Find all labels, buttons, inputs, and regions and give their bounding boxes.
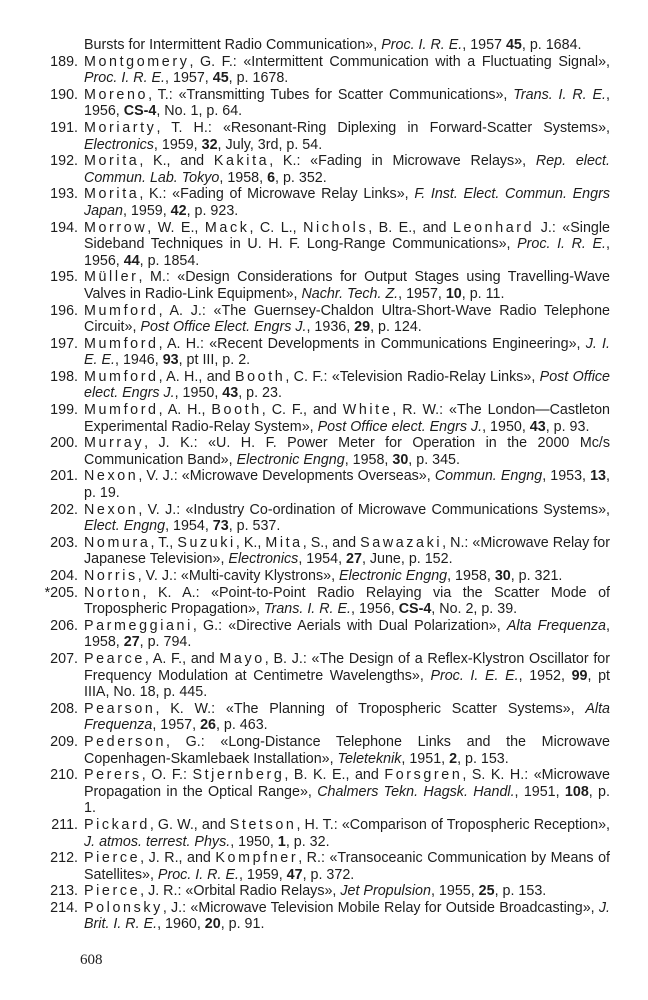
volume-number: 108: [564, 783, 589, 800]
author-name: Moreno: [84, 86, 149, 103]
journal-title: Trans. I. R. E.: [263, 601, 352, 618]
reference-text: [84, 87, 610, 120]
citation-text: , G. F.: «Intermittent Communication with a Fluctuating Signal»,: [189, 53, 610, 70]
citation-text: , K., and: [139, 153, 214, 170]
citation-text: , 1959,: [238, 866, 287, 883]
volume-number: 47: [286, 866, 303, 883]
citation-text: , 1951,: [401, 750, 450, 767]
reference-entry: [32, 568, 610, 585]
citation-text: , p. 153.: [457, 750, 509, 767]
reference-entry: [32, 535, 610, 568]
citation-text: , p. 923.: [186, 202, 239, 219]
volume-number: 43: [529, 418, 546, 435]
volume-number: 45: [505, 37, 522, 53]
reference-entry: [32, 585, 610, 618]
reference-text: [84, 269, 610, 302]
reference-text: [84, 585, 610, 618]
reference-entry: [32, 817, 610, 850]
journal-title: Jet Propulsion: [340, 883, 431, 900]
citation-text: , J.: «Microwave Television Mobile Relay for Outside Broadcasting»,: [162, 899, 599, 916]
citation-text: , G. W., and: [149, 816, 230, 833]
volume-number: 27: [346, 551, 362, 568]
author-name: Polonsky: [84, 899, 163, 916]
citation-text: , p. 19.: [84, 468, 610, 502]
citation-text: , 1950,: [482, 418, 530, 435]
reference-entry: [32, 468, 610, 501]
author-name: Mumford: [84, 335, 159, 352]
citation-text: , No. 1, p. 64.: [156, 103, 243, 120]
citation-text: , 1957,: [398, 285, 446, 302]
reference-entry: [32, 120, 610, 153]
reference-text: [84, 900, 610, 933]
citation-text: , B. J.: «The Design of a Reflex-Klystron Oscillator for Frequency Modulation at Centimetre Wavelengths»,: [84, 650, 610, 684]
volume-number: 30: [494, 568, 511, 584]
reference-entry: [32, 369, 610, 402]
reference-text: [84, 153, 610, 186]
author-name: Mayo: [219, 650, 265, 667]
journal-title: F. Inst. Elect. Commun. Engrs Japan: [84, 186, 610, 219]
reference-number: 208.: [50, 700, 78, 717]
reference-number: 193.: [50, 186, 78, 203]
reference-text: [84, 850, 610, 883]
volume-number: 10: [445, 285, 462, 302]
citation-text: , A. H.,: [158, 402, 212, 419]
reference-text: [84, 54, 610, 87]
reference-number: 198.: [50, 368, 78, 385]
citation-text: , 1950,: [230, 833, 278, 850]
citation-text: , No. 2, p. 39.: [431, 601, 518, 618]
reference-entry: [32, 220, 610, 270]
citation-text: , A. F., and: [144, 650, 220, 667]
citation-text: , M.: «Design Considerations for Output Stages using Travelling-Wave Valves in Radio-Link Equipment»,: [84, 269, 610, 302]
citation-text: , p. 463.: [215, 717, 268, 734]
volume-number: 43: [222, 385, 239, 402]
reference-entry: [32, 336, 610, 369]
reference-number: 194.: [50, 219, 78, 236]
author-name: Leonhard: [452, 219, 535, 236]
reference-number: 203.: [50, 534, 78, 551]
citation-text: , J. K.: «U. H. F. Power Meter for Operation in the 2000 Mc/s Communication Band»,: [84, 435, 610, 468]
citation-text: , J. R., and: [140, 850, 216, 867]
author-name: White: [342, 402, 393, 419]
journal-title: J. atmos. terrest. Phys.: [84, 833, 231, 850]
volume-number: 32: [201, 136, 218, 153]
citation-text: , A. J.: «The Guernsey-Chaldon Ultra-Short-Wave Radio Telephone Circuit»,: [84, 302, 610, 336]
citation-text: , 1957: [462, 37, 506, 53]
reference-number: 210.: [50, 767, 78, 784]
reference-entry: [32, 186, 610, 219]
citation-text: , 1954,: [165, 518, 213, 535]
volume-number: 30: [392, 451, 409, 468]
volume-number: CS-4: [123, 103, 157, 120]
journal-title: Post Office elect. Engrs J.: [84, 368, 611, 402]
journal-title: Teleteknik: [337, 750, 402, 767]
volume-number: 26: [200, 717, 216, 734]
citation-text: , p. 11.: [461, 285, 505, 302]
reference-number: 211.: [51, 816, 78, 833]
citation-text: , p. 345.: [408, 451, 460, 468]
author-name: Nichols: [303, 219, 369, 236]
reference-text: [84, 220, 610, 270]
citation-text: , R.: «Transoceanic Communication by Means of Satellites»,: [84, 850, 610, 883]
citation-text: , C. F.: «Television Radio-Relay Links»,: [285, 368, 540, 385]
citation-text: , pt IIIA, No. 18, p. 445.: [84, 667, 611, 701]
citation-text: , V. J.: «Industry Co-ordination of Microwave Communications Systems»,: [138, 501, 610, 518]
citation-text: , K.,: [235, 534, 266, 551]
citation-text: , 1958,: [219, 169, 268, 186]
journal-title: Post Office elect. Engrs J.: [317, 418, 483, 435]
volume-number: 42: [170, 202, 187, 219]
volume-number: 2: [449, 750, 458, 767]
author-name: Parmeggiani: [84, 617, 193, 634]
citation-text: , p. 1.: [84, 783, 610, 817]
citation-text: , p. 1684.: [521, 37, 582, 53]
citation-text: , p. 1854.: [139, 252, 200, 269]
author-name: Nexon: [84, 501, 139, 518]
reference-entry: [32, 850, 610, 883]
citation-text: , 1957,: [165, 70, 213, 87]
citation-text: , 1946,: [115, 352, 163, 369]
journal-title: Proc. I. R. E.: [84, 70, 166, 87]
reference-number: 206.: [50, 617, 78, 634]
citation-text: , 1956,: [351, 601, 399, 618]
volume-number: 13: [590, 468, 607, 485]
citation-text: , 1958,: [447, 568, 495, 584]
reference-list: [32, 37, 610, 933]
reference-number: *205.: [44, 584, 78, 601]
reference-entry: [32, 618, 610, 651]
citation-text: , p. 537.: [228, 518, 281, 535]
author-name: Booth: [211, 402, 262, 419]
volume-number: 73: [212, 518, 229, 535]
reference-number: 202.: [50, 501, 78, 518]
citation-text: , A. H., and: [158, 368, 235, 385]
journal-title: Proc. I. R. E.: [517, 236, 607, 253]
citation-text: , T.,: [150, 534, 178, 551]
journal-title: Alta Frequenza: [84, 700, 610, 734]
volume-number: CS-4: [398, 601, 432, 618]
citation-text: , 1954,: [298, 551, 347, 568]
journal-title: Electronic Engng: [236, 451, 345, 468]
citation-text: , p. 124.: [370, 319, 422, 336]
author-name: Kompfner: [215, 850, 299, 867]
reference-text: [84, 37, 610, 54]
citation-text: , 1956,: [84, 236, 610, 269]
author-name: Sawazaki: [360, 534, 443, 551]
author-name: Morita: [84, 186, 140, 203]
volume-number: 27: [123, 634, 140, 651]
volume-number: 25: [478, 883, 495, 900]
journal-title: J. I. E. E.: [84, 335, 610, 369]
author-name: Suzuki: [177, 534, 236, 551]
reference-text: [84, 435, 610, 468]
citation-text: , p. 794.: [139, 634, 192, 651]
reference-entry: [32, 87, 610, 120]
citation-text: , June, p. 152.: [361, 551, 453, 568]
volume-number: 99: [571, 667, 588, 684]
reference-number: 214.: [50, 899, 78, 916]
citation-text: , 1955,: [430, 883, 479, 900]
journal-title: Chalmers Tekn. Hagsk. Handl.: [317, 783, 515, 800]
citation-text: for Intermittent Radio Communication»,: [124, 37, 382, 53]
citation-text: , p. 91.: [220, 916, 265, 933]
journal-title: Electronic Engng: [339, 568, 448, 584]
author-name: Pearson: [84, 700, 156, 717]
volume-number: 93: [162, 352, 179, 369]
citation-text: , G.: «Directive Aerials with Dual Polarization»,: [192, 617, 507, 634]
author-name: Nexon: [84, 468, 139, 485]
author-name: Morita: [84, 153, 140, 170]
reference-number: 189.: [50, 53, 78, 70]
citation-text: , H. T.: «Comparison of Tropospheric Reception»,: [296, 816, 610, 833]
citation-text: , p. 321.: [510, 568, 563, 584]
reference-number: 197.: [50, 335, 78, 352]
citation-text: J.: «Single Sideband Techniques in U. H. F. Long-Range Communications»,: [84, 219, 610, 253]
journal-title: Post Office Elect. Engrs J.: [140, 319, 307, 336]
citation-text: , V. J.: «Multi-cavity Klystrons»,: [137, 568, 340, 584]
citation-text: , J. R.: «Orbital Radio Relays»,: [140, 883, 341, 900]
citation-text: , p. 93.: [545, 418, 590, 435]
reference-entry: [32, 767, 610, 817]
author-name: Stjernberg: [192, 767, 285, 784]
citation-text: , p. 1678.: [228, 70, 289, 87]
reference-number: 212.: [50, 850, 78, 867]
page-number: 608: [80, 952, 103, 968]
author-name: Pickard: [84, 816, 150, 833]
citation-text: , 1959,: [153, 136, 202, 153]
reference-text: [84, 336, 610, 369]
reference-entry: [32, 269, 610, 302]
reference-number: 201.: [50, 468, 78, 485]
reference-entry: [32, 54, 610, 87]
journal-title: Electronics: [228, 551, 299, 568]
reference-text: [84, 701, 610, 734]
citation-text: , 1960,: [157, 916, 205, 933]
reference-number: 209.: [50, 733, 78, 750]
reference-entry: [32, 651, 610, 701]
citation-text: , 1953,: [542, 468, 591, 485]
reference-text: [84, 369, 610, 402]
author-name: Murray: [84, 435, 145, 452]
citation-text: , p. 23.: [238, 385, 282, 402]
author-name: Pederson: [84, 733, 167, 750]
reference-text: [84, 502, 610, 535]
reference-text: [84, 535, 610, 568]
volume-number: 1: [277, 833, 286, 850]
citation-text: , 1951,: [514, 783, 565, 800]
citation-text: , 1936,: [306, 319, 355, 336]
citation-text: , K.: «Fading in Microwave Relays»,: [269, 153, 536, 170]
reference-text: [84, 734, 610, 767]
author-name: Mumford: [84, 368, 159, 385]
reference-entry: [32, 402, 610, 435]
citation-text: , S. K. H.: «Microwave Propagation in the Optical Range»,: [84, 767, 610, 800]
citation-text: , July, 3rd, p. 54.: [217, 136, 323, 153]
citation-text: , 1958,: [84, 617, 610, 651]
reference-text: [84, 120, 610, 153]
volume-number: 29: [354, 319, 371, 336]
reference-entry: [32, 701, 610, 734]
journal-title: Commun. Engng: [434, 468, 543, 485]
author-name: Forsgren: [384, 767, 463, 784]
citation-text: , T. H.: «Resonant-Ring Diplexing in Forward-Scatter Systems»,: [156, 119, 610, 136]
citation-text: , A. H.: «Recent Developments in Communications Engineering»,: [158, 335, 586, 352]
author-name: Norton: [84, 584, 143, 601]
author-name: Pierce: [84, 883, 141, 900]
reference-entry: [32, 883, 610, 900]
citation-text: , C. F., and: [261, 402, 343, 419]
reference-text: [84, 618, 610, 651]
reference-entry: [32, 303, 610, 336]
reference-text: [84, 402, 610, 435]
author-name: Mack: [204, 219, 250, 236]
reference-number: 190.: [50, 86, 78, 103]
author-name: Pierce: [84, 850, 141, 867]
author-name: Kakita: [213, 153, 270, 170]
citation-text: , 1959,: [122, 202, 171, 219]
citation-text: , N.: «Microwave Relay for Japanese Television»,: [84, 534, 610, 568]
reference-text: [84, 883, 610, 900]
journal-title: Rep. elect. Commun. Lab. Tokyo: [84, 153, 610, 186]
reference-number: 204.: [50, 568, 78, 584]
author-name: Montgomery: [84, 53, 190, 70]
citation-text: , p. 372.: [302, 866, 355, 883]
author-name: Pearce: [84, 650, 145, 667]
citation-text: , p. 32.: [285, 833, 330, 850]
reference-text: [84, 468, 610, 501]
reference-entry: [32, 37, 610, 54]
author-name: Stetson: [229, 816, 297, 833]
reference-entry: [32, 435, 610, 468]
author-name: Nomura: [84, 534, 151, 551]
reference-text: [84, 186, 610, 219]
citation-text: , O. F.:: [141, 767, 193, 784]
author-name: Mumford: [84, 302, 159, 319]
reference-number: 191.: [50, 119, 78, 136]
citation-text: , G.: «Long-Distance Telephone Links and the Microwave Copenhagen-Skamlebaek Installation»,: [84, 733, 610, 767]
reference-number: 213.: [50, 883, 78, 900]
reference-text: [84, 568, 610, 585]
reference-entry: [32, 502, 610, 535]
citation-text: , p. 352.: [275, 169, 327, 186]
author-name: Perers: [84, 767, 142, 784]
journal-title: Alta Frequenza: [506, 617, 607, 634]
author-name: Mita: [265, 534, 303, 551]
reference-text: [84, 817, 610, 850]
journal-title: Nachr. Tech. Z.: [301, 285, 399, 302]
citation-text: , C. L.,: [249, 219, 304, 236]
citation-text: , B. E., and: [368, 219, 453, 236]
author-name: Booth: [234, 368, 286, 385]
author-name: Müller: [84, 269, 139, 286]
citation-text: , S., and: [302, 534, 361, 551]
citation-text: , R. W.: «The London—Castleton Experimental Radio-Relay System»,: [84, 402, 610, 435]
volume-number: 20: [204, 916, 221, 933]
reference-number: 195.: [50, 269, 78, 286]
author-name: Moriarty: [84, 119, 157, 136]
journal-title: J. Brit. I. R. E.: [84, 899, 610, 933]
author-name: Norris: [84, 568, 138, 584]
reference-number: 199.: [50, 402, 78, 419]
citation-text: , K.: «Fading of Microwave Relay Links»,: [139, 186, 415, 203]
citation-text: , 1956,: [84, 86, 610, 120]
citation-text: , pt III, p. 2.: [178, 352, 251, 369]
citation-text: , K. W.: «The Planning of Tropospheric Scatter Systems»,: [155, 700, 586, 717]
reference-text: [84, 767, 610, 817]
volume-number: 45: [212, 70, 229, 87]
journal-title: Proc. I. R. E.: [381, 37, 463, 53]
author-name: Mumford: [84, 402, 159, 419]
volume-number: 44: [123, 252, 140, 269]
citation-text: , 1957,: [152, 717, 201, 734]
reference-number: 192.: [50, 153, 78, 170]
reference-entry: [32, 900, 610, 933]
reference-number: 196.: [50, 302, 78, 319]
journal-title: Proc. I. R. E.: [157, 866, 239, 883]
author-name: Morrow: [84, 219, 148, 236]
citation-text: Bursts: [84, 37, 125, 53]
reference-number: 200.: [50, 435, 78, 452]
reference-text: [84, 303, 610, 336]
citation-text: , 1950,: [174, 385, 223, 402]
journal-title: Trans. I. R. E.: [513, 86, 607, 103]
journal-title: Proc. I. E. E.: [430, 667, 519, 684]
citation-text: , K. A.: «Point-to-Point Radio Relaying via the Scatter Mode of Tropospheric Propagation»,: [84, 584, 610, 618]
citation-text: , p. 153.: [494, 883, 547, 900]
reference-number: 207.: [50, 650, 78, 667]
reference-entry: [32, 734, 610, 767]
citation-text: , 1958,: [344, 451, 393, 468]
reference-text: [84, 651, 610, 701]
journal-title: Electronics: [84, 136, 154, 153]
reference-entry: [32, 153, 610, 186]
citation-text: , T.: «Transmitting Tubes for Scatter Communications»,: [148, 86, 514, 103]
citation-text: , W. E.,: [147, 219, 205, 236]
citation-text: , 1952,: [518, 667, 572, 684]
citation-text: , B. K. E., and: [284, 767, 385, 784]
journal-title: Elect. Engng: [84, 518, 166, 535]
citation-text: , V. J.: «Microwave Developments Overseas»,: [138, 468, 435, 485]
volume-number: 6: [267, 169, 276, 186]
